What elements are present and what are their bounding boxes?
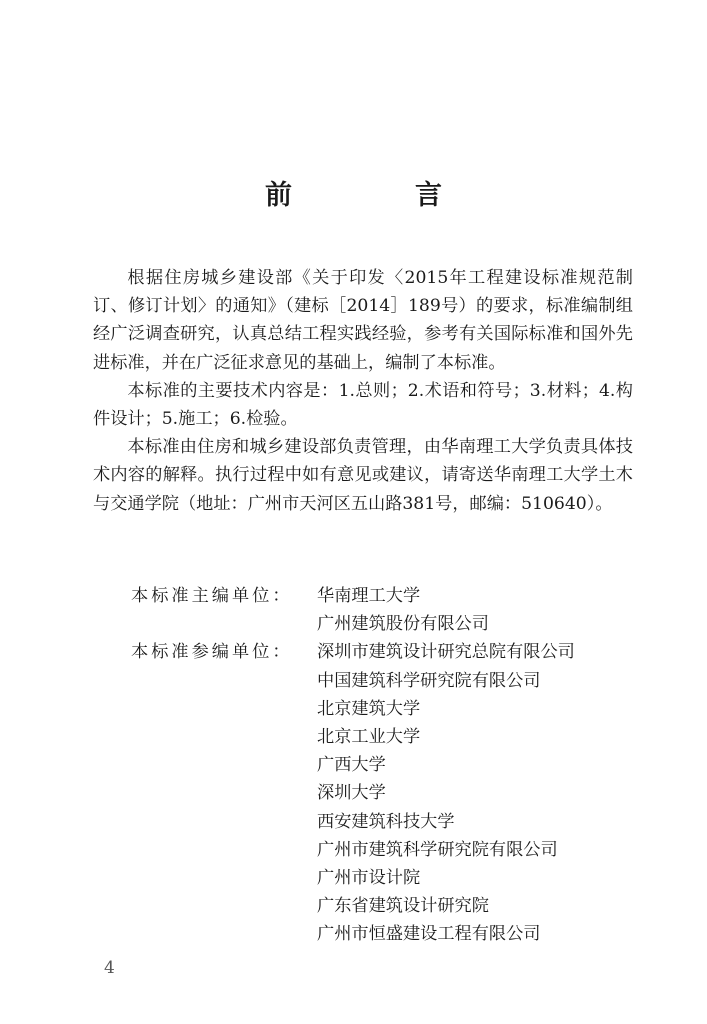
page-title: 前 言 [265,180,490,211]
participating-units-row [131,638,575,948]
participating-unit-item: 广州市设计院 [317,868,421,889]
paragraph-contents: 本标准的主要技术内容是：1.总则；2.术语和符号；3.材料；4.构件设计；5.施工；6.检验。 [93,380,633,430]
participating-unit-item: 广州市建筑科学研究院有限公司 [317,839,558,860]
participating-units-list [317,638,575,948]
paragraph-background: 根据住房城乡建设部《关于印发〈2015年工程建设标准规范制订、修订计划〉的通知》（建标［2014］189号）的要求，标准编制组经广泛调查研究，认真总结工程实践经验，参考有关国际标准和国外先进标准，并在广泛征求意见的基础上，编制了本标准。 [93,268,633,373]
page-number: 4 [104,958,115,978]
units-section [131,582,575,949]
participating-unit-item: 北京工业大学 [317,727,421,748]
participating-unit-item: 中国建筑科学研究院有限公司 [317,670,541,691]
chief-unit-item: 华南理工大学 [317,586,421,606]
participating-units-label: 本标准参编单位： [131,642,293,663]
participating-unit-item: 广州市恒盛建设工程有限公司 [317,924,541,945]
chief-units-list [317,582,489,638]
chief-units-label: 本标准主编单位： [131,586,293,606]
chief-unit-item: 广州建筑股份有限公司 [317,614,489,635]
participating-unit-item: 深圳大学 [317,783,386,804]
chief-units-row [131,582,575,638]
preface-body [93,264,633,518]
participating-unit-item: 深圳市建筑设计研究总院有限公司 [317,642,575,663]
participating-unit-item: 北京建筑大学 [317,698,421,719]
participating-unit-item: 广东省建筑设计研究院 [317,896,489,917]
paragraph-management: 本标准由住房和城乡建设部负责管理，由华南理工大学负责具体技术内容的解释。执行过程中如有意见或建议，请寄送华南理工大学土木与交通学院（地址：广州市天河区五山路381号，邮编：510640）。 [93,437,633,514]
participating-unit-item: 广西大学 [317,755,386,776]
participating-unit-item: 西安建筑科技大学 [317,811,455,832]
